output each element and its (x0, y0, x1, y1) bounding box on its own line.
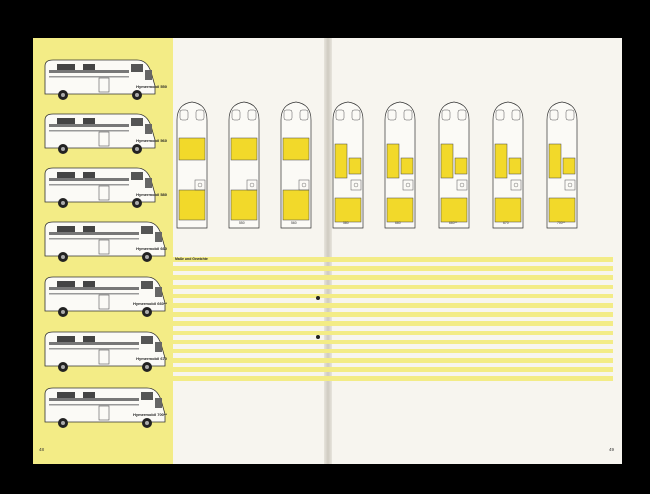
vehicle-model-label: Hymermobil 700** (132, 412, 167, 417)
floorplan (437, 98, 471, 232)
vehicle-model-label: Hymermobil 670 (136, 356, 167, 361)
floorplan (279, 98, 313, 232)
spec-table-title: Maße und Gewichte (175, 257, 208, 261)
vehicle-model-label: Hymermobil 660 (136, 246, 167, 251)
floorplan-header: 550 (239, 221, 245, 225)
vehicle-side-view (39, 384, 169, 436)
floorplan (331, 98, 365, 232)
vehicle-side-view (39, 273, 169, 325)
floorplan-header: 580 (343, 221, 349, 225)
vehicle-side-view (39, 328, 169, 380)
brochure-spread (33, 38, 622, 464)
vehicle-side-view (39, 56, 169, 108)
spec-table (173, 257, 613, 381)
floorplan-header: 660** (449, 221, 458, 225)
floorplan (227, 98, 261, 232)
page-number-left: 48 (39, 447, 45, 452)
floorplan (491, 98, 525, 232)
vehicle-model-label: Hymermobil 560 (136, 138, 167, 143)
floorplan (545, 98, 579, 232)
vehicle-side-view (39, 110, 169, 162)
floorplan (383, 98, 417, 232)
binding-hole (316, 296, 320, 300)
vehicle-model-label: Hymermobil 660** (132, 301, 167, 306)
vehicle-side-view (39, 218, 169, 270)
floorplan-header: 660 (395, 221, 401, 225)
vehicle-model-label: Hymermobil 550 (136, 84, 167, 89)
floorplan-header: 700** (557, 221, 566, 225)
table-legend (448, 425, 598, 449)
floorplan-header: 670 (503, 221, 509, 225)
binding-hole (316, 335, 320, 339)
floorplan-header: 560 (291, 221, 297, 225)
floorplan (175, 98, 209, 232)
vehicle-side-view (39, 164, 169, 216)
vehicle-model-label: Hymermobil 580 (136, 192, 167, 197)
page-number-right: 49 (608, 447, 614, 452)
table-row (173, 376, 613, 381)
legend-line (448, 445, 598, 449)
